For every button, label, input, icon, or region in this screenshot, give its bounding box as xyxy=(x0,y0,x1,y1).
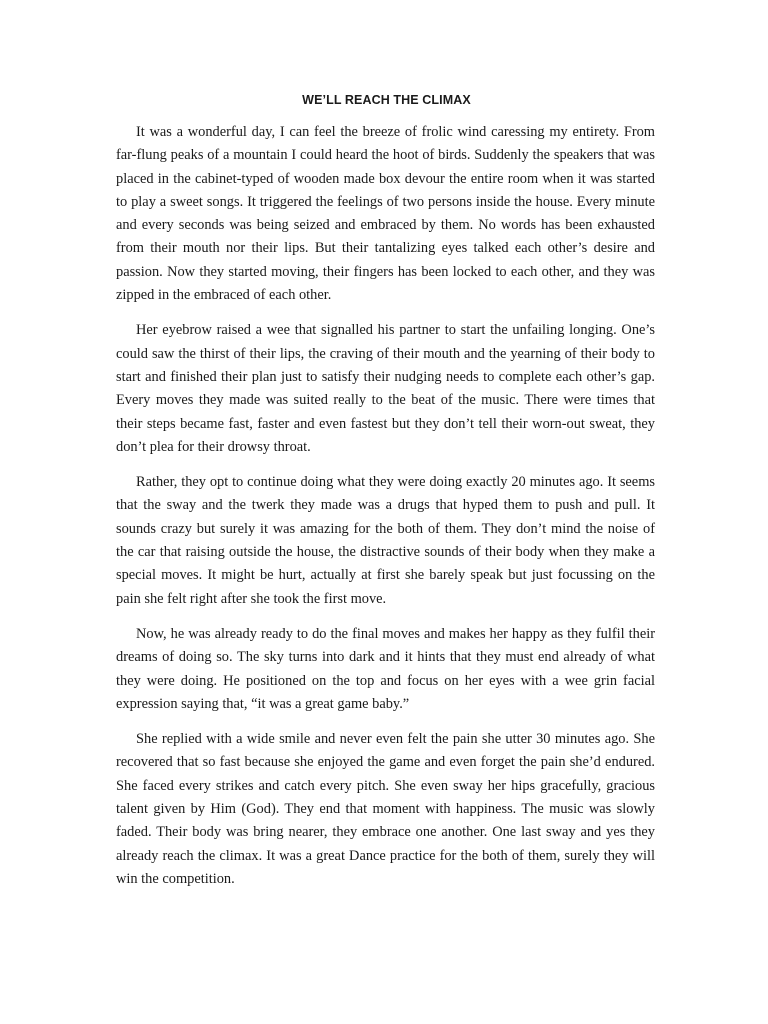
paragraph-3: Rather, they opt to continue doing what they were doing exactly 20 minutes ago. It seems that the sway and the twerk they made was a drugs that hyped them to push and pull. It sounds crazy but surely it was amazing for the both of them. They don’t mind the noise of the car that raising outside the house, the distractive sounds of their body when they make a special moves. It might be hurt, actually at first she barely speak but just focussing on the pain she felt right after she took the first move. xyxy=(116,474,655,607)
paragraph-5: She replied with a wide smile and never even felt the pain she utter 30 minutes ago. She recovered that so fast because she enjoyed the game and even forget the pain she’d endured. She faced every strikes and catch every pitch. She even sway her hips gracefully, gracious talent given by Him (God). They end that moment with happiness. The music was slowly faded. Their body was bring nearer, they embrace one another. One last sway and yes they already reach the climax. It was a great Dance practice for the both of them, surely they will win the competition. xyxy=(116,731,655,887)
document-title: WE’LL REACH THE CLIMAX xyxy=(302,93,471,107)
paragraph-1: It was a wonderful day, I can feel the breeze of frolic wind caressing my entirety. From far-flung peaks of a mountain I could heard the hoot of birds. Suddenly the speakers that was placed in the cabinet-typed of wooden made box devour the entire room when it was started to play a sweet songs. It triggered the feelings of two persons inside the house. Every minute and every seconds was being seized and embraced by them. No words has been exhausted from their mouth nor their lips. But their tantalizing eyes talked each other’s desire and passion. Now they started moving, their fingers has been locked to each other, and they was zipped in the embraced of each other. xyxy=(116,124,655,304)
paragraph-2: Her eyebrow raised a wee that signalled his partner to start the unfailing longing. One’s could saw the thirst of their lips, the craving of their mouth and the yearning of their body to start and finished their plan just to satisfy their nudging needs to complete each other’s gap. Every moves they made was suited really to the beat of the music. There were times that their steps became fast, faster and even fastest but they don’t tell their worn-out sweat, they don’t plea for their drowsy throat. xyxy=(116,322,655,455)
paragraph-4: Now, he was already ready to do the final moves and makes her happy as they fulfil their dreams of doing so. The sky turns into dark and it hints that they must end already of what they were doing. He positioned on the top and focus on her eyes with a wee grin facial expression saying that, “it was a great game baby.” xyxy=(116,625,655,712)
